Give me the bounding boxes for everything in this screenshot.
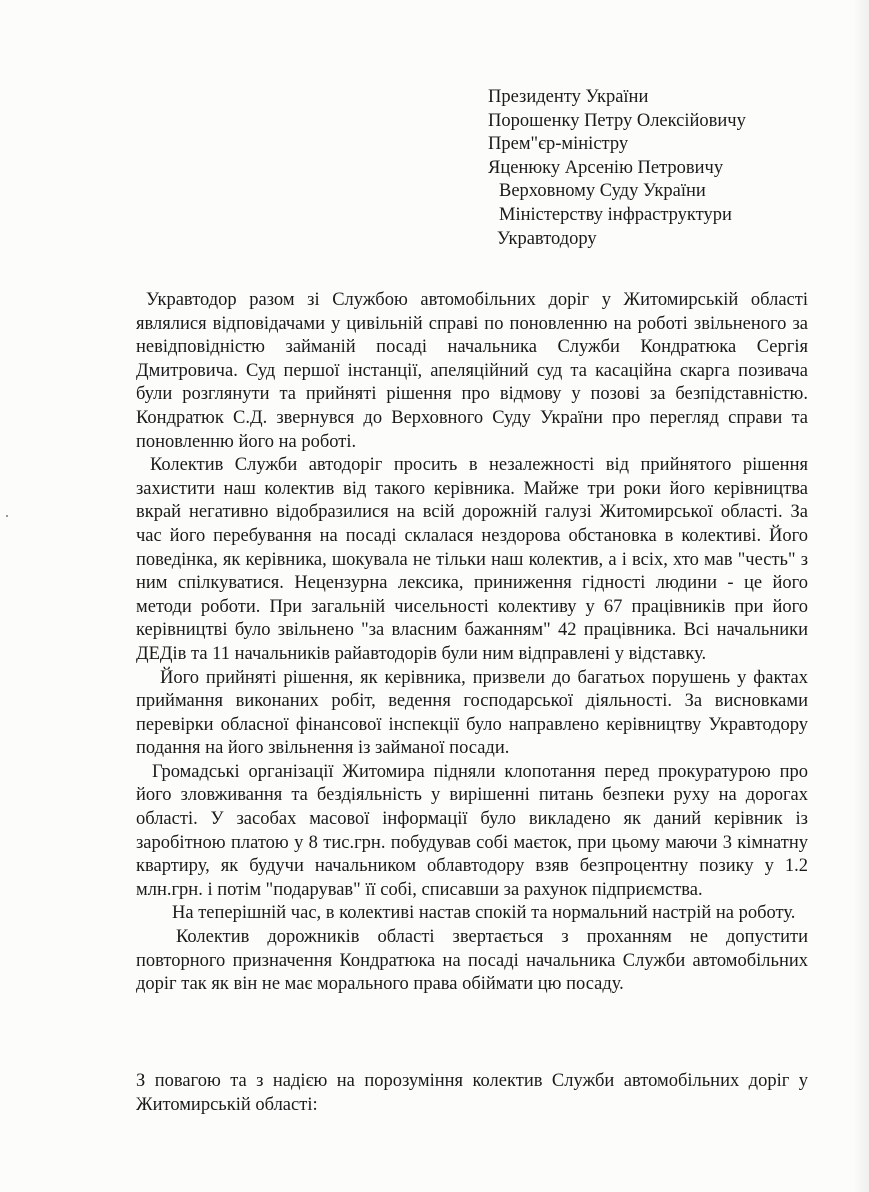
paragraph-4: Громадські організації Житомира підняли клопотання перед прокуратурою про його зловживання та бездіяльність у вирішенні питань безпеки руху на дорогах області. У засобах масової інформації було викладено як даний керівник із заробітною платою у 8 тис.грн. побудував собі маєток, при цьому маючи 3 кімнатну квартиру, як будучи начальником облавтодору взяв безпроцентну позику у 1.2 млн.грн. і потім "подарував" її собі, списавши за рахунок підприємства.	[136, 761, 808, 900]
addressee-prime-minister-name: Яценюку Арсенію Петровичу	[488, 157, 724, 178]
page-edge-shadow	[853, 0, 869, 1192]
paragraph-3: Його прийняті рішення, як керівника, призвели до багатьох порушень у фактах приймання виконаних робіт, ведення господарської діяльності. За висновками перевірки обласної фінансової інспекції було направлено керівництву Укравтодору подання на його звільнення із займаної посади.	[136, 667, 808, 759]
closing-line: З повагою та з надією на порозуміння колектив Служби автомобільних доріг у Житомирській області:	[136, 1071, 808, 1115]
scan-speck	[6, 515, 8, 517]
addressee-president-name: Порошенку Петру Олексійовичу	[488, 110, 746, 131]
letter-body	[136, 289, 808, 997]
addressee-ukravtodor: Укравтодору	[497, 228, 597, 249]
paragraph-1: Укравтодор разом зі Службою автомобільних доріг у Житомирській області являлися відповідачами у цивільній справі по поновленню на роботі звільненого за невідповідністю займаній посаді начальника Служби Кондратюка Сергія Дмитровича. Суд першої інстанції, апеляційний суд та касаційна скарга позивача були розглянути та прийняті рішення про відмову у позові за безпідставністю. Кондратюк С.Д. звернувся до Верховного Суду України про перегляд справи та поновленню його на роботі.	[136, 290, 808, 452]
addressee-president: Президенту України	[488, 87, 649, 107]
addressee-supreme-court: Верховному Суду України	[499, 181, 706, 202]
addressee-prime-minister: Прем"єр-міністру	[488, 134, 629, 155]
paragraph-2: Колектив Служби автодоріг просить в незалежності від прийнятого рішення захистити наш колектив від такого керівника. Майже три роки його керівництва вкрай негативно відобразилися на всій дорожній галузі Житомирської області. За час його перебування на посаді склалася нездорова обстановка в колективі. Його поведінка, як керівника, шокувала не тільки наш колектив, а і всіх, хто мав "честь" з ним спілкуватися. Нецензурна лексика, приниження гідності людини - це його методи роботи. При загальній чисельності колективу у 67 працівників при його керівництві було звільнено "за власним бажанням" 42 працівника. Всі начальники ДЕДів та 11 начальників райавтодорів були ним відправлені у відставку.	[136, 455, 808, 664]
paragraph-5: На теперішній час, в колективі настав спокій та нормальний настрій на роботу.	[172, 903, 796, 924]
addressee-block	[488, 86, 848, 251]
addressee-infrastructure-ministry: Міністерству інфраструктури	[499, 204, 732, 225]
paragraph-6: Колектив дорожників області звертається з проханням не допустити повторного призначення Кондратюка на посаді начальника Служби автомобільних доріг так як він не має морального права обіймати цю посаду.	[136, 927, 808, 995]
